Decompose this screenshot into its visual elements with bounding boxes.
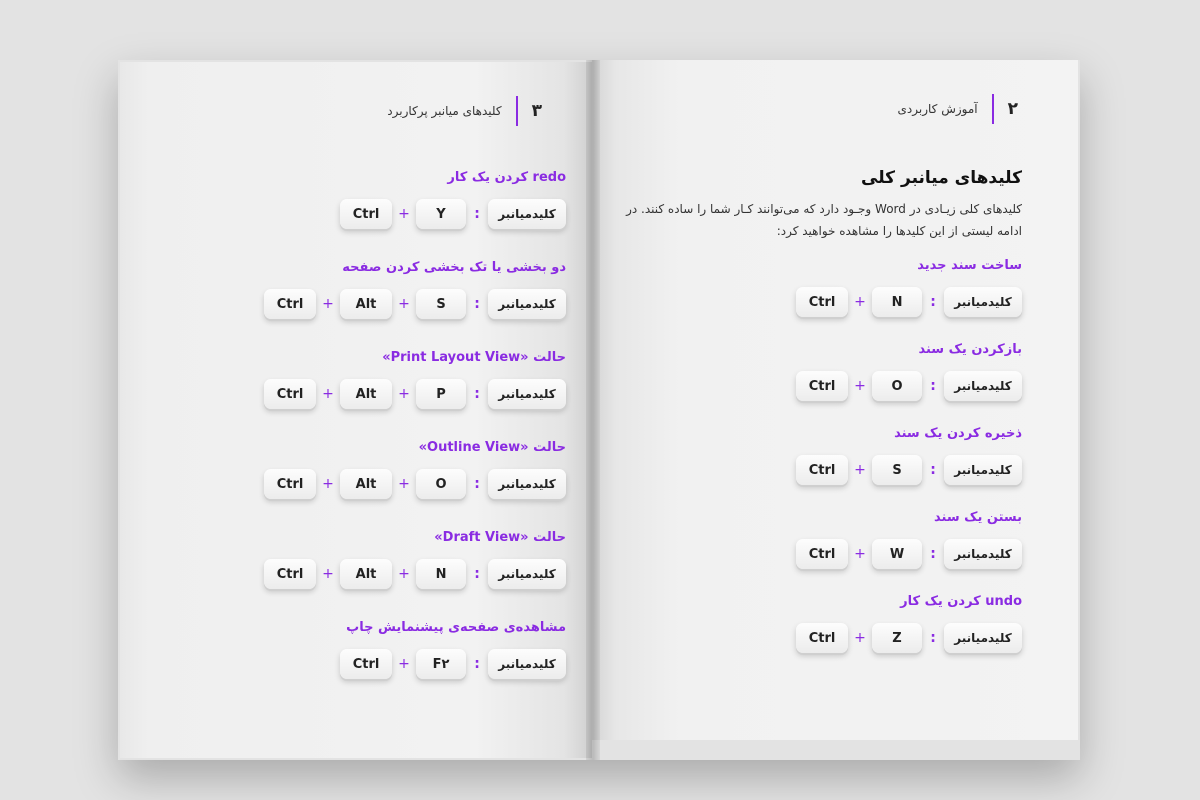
shortcut-item xyxy=(146,530,566,592)
left-page xyxy=(120,62,592,758)
plus-separator: + xyxy=(398,296,410,312)
left-page-content xyxy=(146,170,566,710)
keyboard-key: N xyxy=(872,287,922,317)
shortcut-keys-row xyxy=(146,556,566,592)
shortcut-title: حالت «Draft View» xyxy=(434,530,566,545)
shortcut-label-key: کلیدمیانبر xyxy=(944,539,1022,569)
shortcut-title: دو بخشی یا تک بخشی کردن صفحه xyxy=(342,260,566,275)
shortcut-keys-row xyxy=(146,466,566,502)
colon-separator: : xyxy=(474,206,480,222)
intro-paragraph: کلیدهای کلی زیـادی در Word وجـود دارد که می‌توانند کـار شما را ساده کنند. در ادامه لیستی از این کلیدها را مشاهده خواهید کرد: xyxy=(626,202,1022,238)
plus-separator: + xyxy=(854,546,866,562)
shortcut-item xyxy=(146,170,566,232)
keyboard-key: S xyxy=(416,289,466,319)
keyboard-key: Ctrl xyxy=(340,199,392,229)
plus-separator: + xyxy=(854,378,866,394)
keyboard-key: Ctrl xyxy=(340,649,392,679)
shortcut-title: ذخیره کردن یک سند xyxy=(894,426,1022,441)
keyboard-key: Ctrl xyxy=(796,455,848,485)
shortcut-label-key: کلیدمیانبر xyxy=(944,455,1022,485)
keyboard-key: Z xyxy=(872,623,922,653)
keyboard-key: Alt xyxy=(340,469,392,499)
plus-separator: + xyxy=(398,206,410,222)
shortcut-item xyxy=(602,342,1022,404)
shortcut-label-key: کلیدمیانبر xyxy=(488,559,566,589)
shortcut-keys-row xyxy=(602,536,1022,572)
left-header-title: کلیدهای میانبر پرکاربرد xyxy=(387,104,502,118)
plus-separator: + xyxy=(398,566,410,582)
right-header-title: آموزش کاربردی xyxy=(897,102,978,116)
colon-separator: : xyxy=(930,546,936,562)
shortcut-label-key: کلیدمیانبر xyxy=(488,379,566,409)
shortcut-label-key: کلیدمیانبر xyxy=(488,199,566,229)
keyboard-key: Alt xyxy=(340,559,392,589)
keyboard-key: Ctrl xyxy=(796,539,848,569)
shortcut-item xyxy=(146,260,566,322)
shortcut-title: undo کردن یک کار xyxy=(900,594,1022,609)
plus-separator: + xyxy=(322,566,334,582)
shortcut-item xyxy=(146,350,566,412)
colon-separator: : xyxy=(930,630,936,646)
plus-separator: + xyxy=(398,476,410,492)
shortcut-label-key: کلیدمیانبر xyxy=(944,623,1022,653)
keyboard-key: Alt xyxy=(340,379,392,409)
shortcut-item xyxy=(602,426,1022,488)
plus-separator: + xyxy=(854,630,866,646)
right-page-header xyxy=(592,94,1078,124)
shortcut-title: بازکردن یک سند xyxy=(918,342,1022,357)
keyboard-key: Ctrl xyxy=(264,379,316,409)
right-page xyxy=(592,60,1078,740)
shortcut-label-key: کلیدمیانبر xyxy=(944,371,1022,401)
plus-separator: + xyxy=(854,462,866,478)
shortcut-item xyxy=(602,510,1022,572)
keyboard-key: Ctrl xyxy=(796,287,848,317)
shortcut-keys-row xyxy=(146,376,566,412)
keyboard-key: Y xyxy=(416,199,466,229)
keyboard-key: S xyxy=(872,455,922,485)
plus-separator: + xyxy=(322,476,334,492)
shortcut-item xyxy=(602,258,1022,320)
keyboard-key: W xyxy=(872,539,922,569)
keyboard-key: Alt xyxy=(340,289,392,319)
colon-separator: : xyxy=(474,386,480,402)
section-title: کلیدهای میانبر کلی xyxy=(861,168,1022,188)
plus-separator: + xyxy=(322,386,334,402)
shortcut-item xyxy=(146,440,566,502)
shortcut-title: حالت «Print Layout View» xyxy=(382,350,566,365)
colon-separator: : xyxy=(474,566,480,582)
shortcut-keys-row xyxy=(602,620,1022,656)
keyboard-key: Ctrl xyxy=(264,289,316,319)
keyboard-key: Ctrl xyxy=(796,623,848,653)
keyboard-key: Ctrl xyxy=(264,469,316,499)
keyboard-key: O xyxy=(416,469,466,499)
shortcut-label-key: کلیدمیانبر xyxy=(944,287,1022,317)
colon-separator: : xyxy=(474,656,480,672)
colon-separator: : xyxy=(474,476,480,492)
shortcut-title: مشاهده‌ی صفحه‌ی پیشنمایش چاپ xyxy=(346,620,566,635)
keyboard-key: O xyxy=(872,371,922,401)
shortcut-item xyxy=(602,594,1022,656)
shortcut-keys-row xyxy=(146,286,566,322)
shortcut-title: بستن یک سند xyxy=(934,510,1022,525)
keyboard-key: P xyxy=(416,379,466,409)
left-page-number: ۳ xyxy=(531,101,542,121)
right-page-content xyxy=(602,168,1022,678)
left-page-header xyxy=(120,96,592,126)
plus-separator: + xyxy=(322,296,334,312)
colon-separator: : xyxy=(930,462,936,478)
plus-separator: + xyxy=(398,386,410,402)
shortcut-keys-row xyxy=(602,284,1022,320)
right-page-number: ۲ xyxy=(1007,99,1018,119)
colon-separator: : xyxy=(930,378,936,394)
keyboard-key: Ctrl xyxy=(264,559,316,589)
colon-separator: : xyxy=(930,294,936,310)
shortcut-item xyxy=(146,620,566,682)
keyboard-key: N xyxy=(416,559,466,589)
shortcut-label-key: کلیدمیانبر xyxy=(488,289,566,319)
shortcut-keys-row xyxy=(146,196,566,232)
plus-separator: + xyxy=(398,656,410,672)
plus-separator: + xyxy=(854,294,866,310)
shortcut-keys-row xyxy=(602,452,1022,488)
shortcut-title: حالت «Outline View» xyxy=(418,440,566,455)
shortcut-keys-row xyxy=(602,368,1022,404)
shortcut-keys-row xyxy=(146,646,566,682)
shortcut-title: ساخت سند جدید xyxy=(917,258,1022,273)
keyboard-key: F۲ xyxy=(416,649,466,679)
header-divider xyxy=(992,94,994,124)
keyboard-key: Ctrl xyxy=(796,371,848,401)
book-spine xyxy=(586,60,600,760)
shortcut-label-key: کلیدمیانبر xyxy=(488,469,566,499)
header-divider xyxy=(516,96,518,126)
shortcut-label-key: کلیدمیانبر xyxy=(488,649,566,679)
shortcut-title: redo کردن یک کار xyxy=(447,170,566,185)
colon-separator: : xyxy=(474,296,480,312)
